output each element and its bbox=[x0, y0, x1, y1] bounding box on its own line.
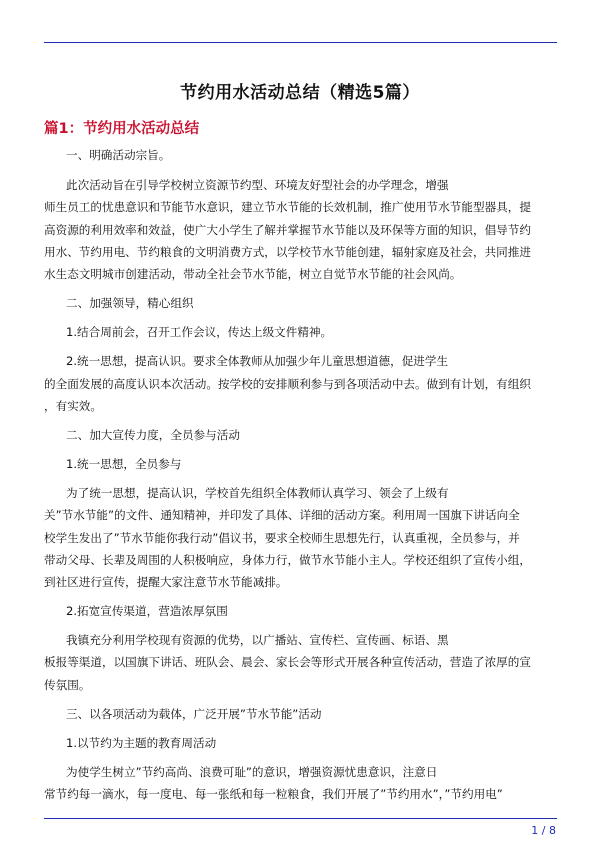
paragraph-line: ，有实效。 bbox=[44, 399, 102, 413]
paragraph-line: 为了统一思想，提高认识，学校首先组织全体教师认真学习、领会了上级有 bbox=[66, 486, 449, 500]
paragraph-line: 此次活动旨在引导学校树立资源节约型、环境友好型社会的办学理念，增强 bbox=[66, 178, 449, 192]
paragraph-line: 关”节水节能”的文件、通知精神，并印发了具体、详细的活动方案。利用周一国旗下讲话向全 bbox=[44, 508, 520, 522]
heading-2: 二、加强领导，精心组织 bbox=[66, 296, 194, 310]
paragraph-line: 水生态文明城市创建活动，带动全社会节水节能，树立自觉节水节能的社会风尚。 bbox=[44, 267, 462, 281]
paragraph-line: 为使学生树立”节约高尚、浪费可耻”的意识，增强资源忧患意识，注意日 bbox=[66, 765, 438, 779]
paragraph-line: 校学生发出了”节水节能你我行动”倡议书，要求全校师生思想先行，认真重视，全员参与，并 bbox=[44, 531, 520, 545]
paragraph-line: 到社区进行宣传，提醒大家注意节水节能减排。 bbox=[44, 575, 288, 589]
paragraph-line: 板报等渠道，以国旗下讲话、班队会、晨会、家长会等形式开展各种宣传活动，营造了浓厚的宣 bbox=[44, 655, 531, 669]
heading-3: 二、加大宣传力度，全员参与活动 bbox=[66, 428, 240, 442]
paragraph-line: 的全面发展的高度认识本次活动。按学校的安排顺利参与到各项活动中去。做到有计划，有组织 bbox=[44, 377, 531, 391]
footer-rule bbox=[44, 818, 557, 819]
paragraph-line: 带动父母、长辈及周围的人积极响应，身体力行，做节水节能小主人。学校还组织了宣传小组， bbox=[44, 553, 531, 567]
paragraph-line: 常节约每一滴水，每一度电、每一张纸和每一粒粮食，我们开展了”节约用水”，”节约用电” bbox=[44, 787, 503, 801]
heading-4: 三、以各项活动为载体，广泛开展”节水节能”活动 bbox=[66, 707, 322, 721]
subheading: 2.拓宽宣传渠道，营造浓厚氛围 bbox=[66, 604, 228, 618]
paragraph-line: 用水、节约用电、节约粮食的文明消费方式，以学校节水节能创建，辐射家庭及社会，共同推进 bbox=[44, 245, 531, 259]
heading-1: 一、明确活动宗旨。 bbox=[66, 148, 171, 162]
paragraph-line: 传氛围。 bbox=[44, 678, 91, 692]
paragraph-line: 高资源的利用效率和效益，使广大小学生了解并掌握节水节能以及环保等方面的知识，倡导节约 bbox=[44, 223, 531, 237]
subheading: 1.统一思想，全员参与 bbox=[66, 457, 182, 471]
document-title: 节约用水活动总结（精选5篇） bbox=[180, 83, 420, 103]
section-title: 篇1：节约用水活动总结 bbox=[44, 121, 200, 137]
page-number: 1 / 8 bbox=[531, 824, 556, 837]
header-rule bbox=[44, 42, 557, 43]
paragraph-line: 我镇充分利用学校现有资源的优势，以广播站、宣传栏、宣传画、标语、黑 bbox=[66, 633, 449, 647]
subheading: 1.以节约为主题的教育周活动 bbox=[66, 736, 217, 750]
paragraph-line: 2.统一思想，提高认识。要求全体教师从加强少年儿童思想道德，促进学生 bbox=[66, 354, 449, 368]
paragraph-line: 师生员工的忧患意识和节能节水意识，建立节水节能的长效机制，推广使用节水节能型器具，提 bbox=[44, 200, 531, 214]
paragraph-line: 1.结合周前会，召开工作会议，传达上级文件精神。 bbox=[66, 325, 333, 339]
